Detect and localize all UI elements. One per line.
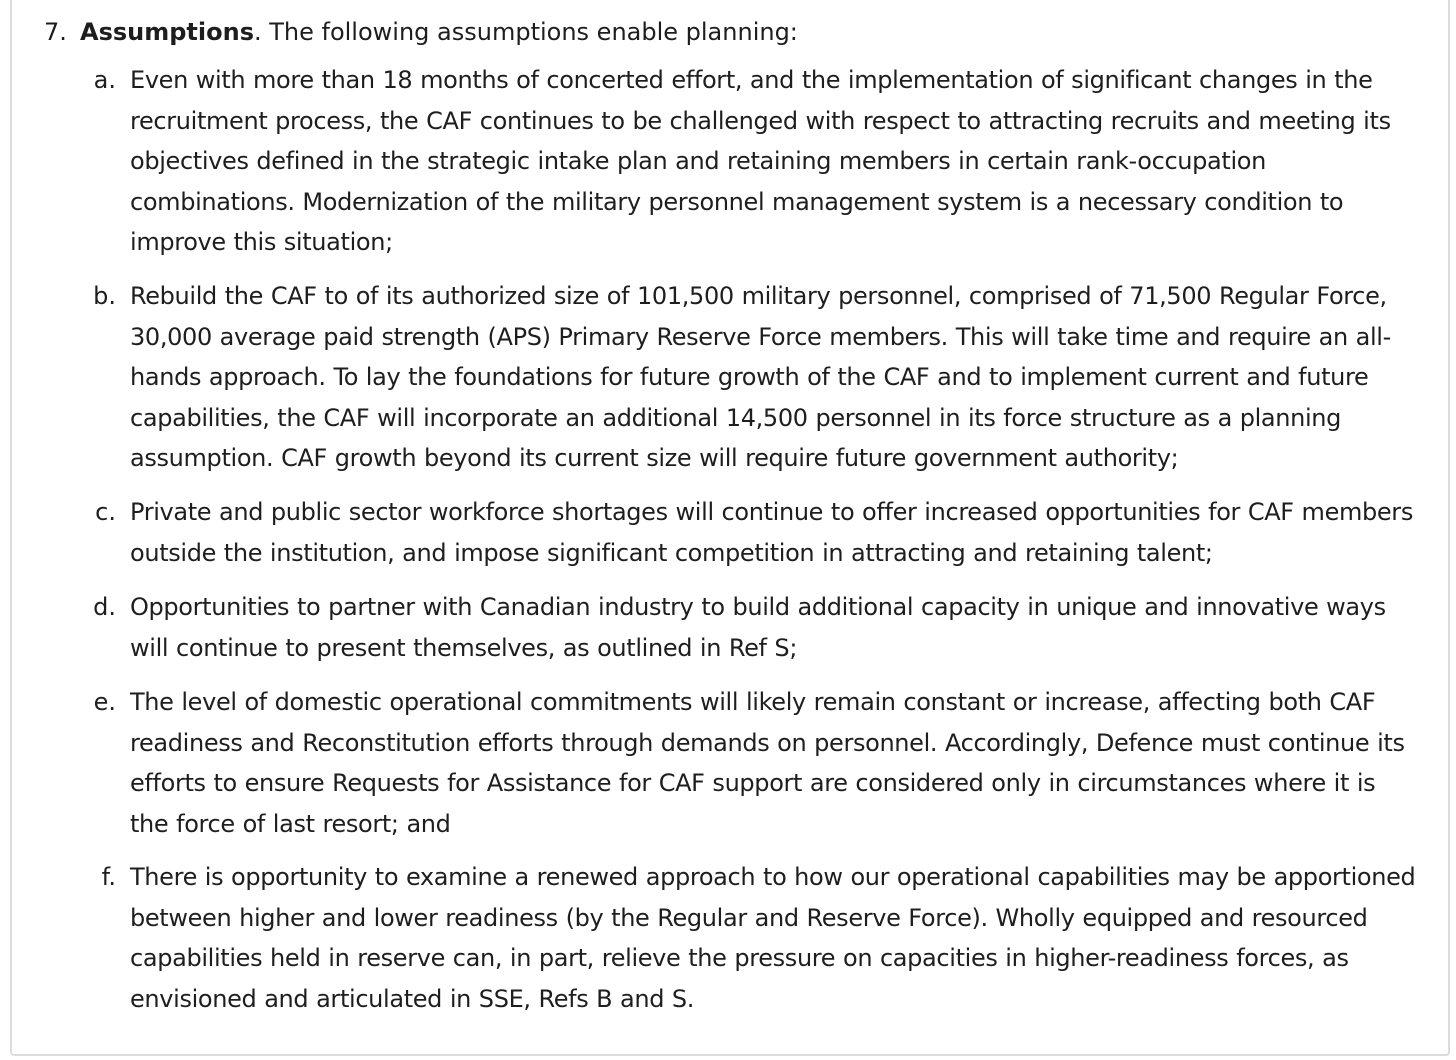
list-item-letter: a. xyxy=(93,66,116,94)
list-item-text: Opportunities to partner with Canadian industry to build additional capacity in unique and innovative ways will continue to present themselves, as outlined in Ref S; xyxy=(130,593,1386,662)
list-item-letter: d. xyxy=(93,593,116,621)
list-item-text: There is opportunity to examine a renewed approach to how our operational capabilities may be apportioned between higher and lower readiness (by the Regular and Reserve Force). Wholly equipped and resourced capabilities held in reserve can, in part, relieve the pressure on capacities in higher-readiness forces, as envisioned and articulated in SSE, Refs B and S. xyxy=(130,863,1416,1013)
list-item-text: Even with more than 18 months of concerted effort, and the implementation of significant changes in the recruitment process, the CAF continues to be challenged with respect to attracting recruits and meeting its objectives defined in the strategic intake plan and retaining members in certain rank-occupation combinations. Modernization of the military personnel management system is a necessary condition to improve this situation; xyxy=(130,66,1391,256)
section-number: 7. xyxy=(44,18,67,46)
list-item-letter: c. xyxy=(95,498,116,526)
list-item-text: Private and public sector workforce shortages will continue to offer increased opportunities for CAF members outside the institution, and impose significant competition in attracting and retaining talent; xyxy=(130,498,1413,567)
list-item-letter: e. xyxy=(93,688,116,716)
section-intro: . The following assumptions enable planning: xyxy=(253,18,798,46)
list-item-letter: b. xyxy=(93,282,116,310)
section-title: Assumptions xyxy=(80,18,254,46)
list-item-letter: f. xyxy=(101,863,116,891)
section-heading-text xyxy=(80,12,798,52)
list-item-text: Rebuild the CAF to of its authorized size of 101,500 military personnel, comprised of 71,500 Regular Force, 30,000 average paid strength (APS) Primary Reserve Force members. This will take time and require an all-hands approach. To lay the foundations for future growth of the CAF and to implement current and future capabilities, the CAF will incorporate an additional 14,500 personnel in its force structure as a planning assumption. CAF growth beyond its current size will require future government authority; xyxy=(130,282,1391,472)
list-item-text: The level of domestic operational commitments will likely remain constant or increase, affecting both CAF readiness and Reconstitution efforts through demands on personnel. Accordingly, Defence must continue its efforts to ensure Requests for Assistance for CAF support are considered only in circumstances where it is the force of last resort; and xyxy=(130,688,1405,838)
